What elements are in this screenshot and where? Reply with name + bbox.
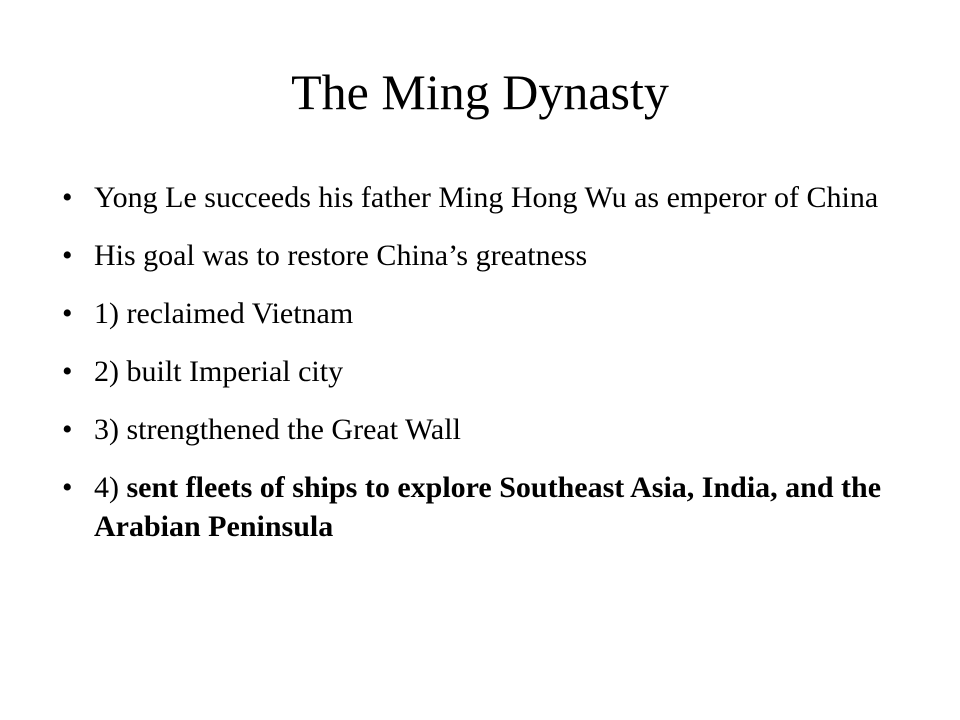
bullet-prefix: 4): [94, 471, 127, 504]
slide-title: The Ming Dynasty: [291, 64, 669, 120]
bullet-item: [62, 178, 922, 217]
bullet-item: [62, 352, 922, 391]
bullet-emphasis-text: sent fleets of ships to explore Southeast Asia, India, and the Arabian Peninsula: [94, 471, 882, 543]
bullet-item: [62, 294, 922, 333]
bullet-dot-icon: •: [62, 297, 73, 330]
bullet-text: Yong Le succeeds his father Ming Hong Wu as emperor of China: [94, 181, 879, 214]
bullet-text: 1) reclaimed Vietnam: [94, 297, 354, 330]
bullet-item: [62, 468, 922, 546]
bullet-dot-icon: •: [62, 239, 73, 272]
bullet-text: 3) strengthened the Great Wall: [94, 413, 461, 446]
bullet-text: His goal was to restore China’s greatness: [94, 239, 588, 272]
bullet-item: [62, 410, 922, 449]
bullet-item: [62, 236, 922, 275]
bullet-dot-icon: •: [62, 471, 73, 504]
bullet-dot-icon: •: [62, 413, 73, 446]
bullet-list: [62, 178, 922, 565]
bullet-dot-icon: •: [62, 355, 73, 388]
bullet-text: 2) built Imperial city: [94, 355, 344, 388]
bullet-dot-icon: •: [62, 181, 73, 214]
